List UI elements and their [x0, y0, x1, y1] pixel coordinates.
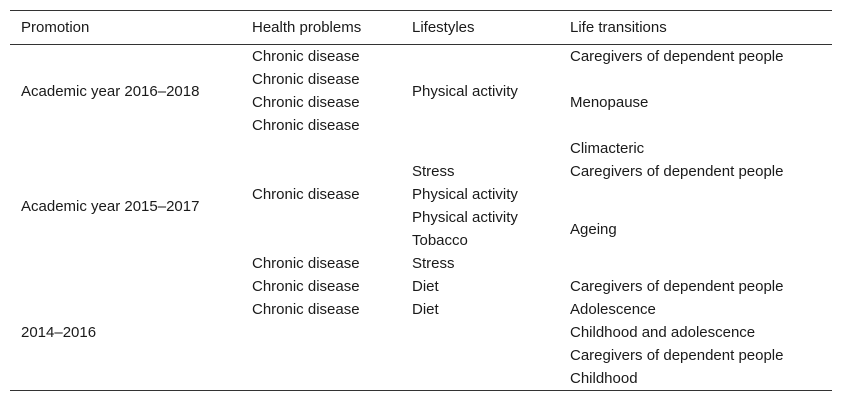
transition-cell: Childhood	[570, 370, 638, 387]
health-cell: Chronic disease	[252, 301, 360, 318]
transition-cell: Caregivers of dependent people	[570, 347, 784, 364]
lifestyle-cell: Physical activity	[412, 209, 518, 226]
lifestyle-cell: Diet	[412, 278, 439, 295]
table-row	[10, 137, 832, 160]
health-cell: Chronic disease	[252, 278, 360, 295]
promotion-cell: Academic year 2015–2017	[21, 197, 200, 215]
lifestyle-cell	[401, 344, 559, 367]
health-cell	[241, 344, 401, 367]
promotions-table	[10, 10, 832, 391]
transition-cell	[559, 183, 832, 206]
lifestyle-cell: Stress	[412, 255, 455, 272]
transition-cell: Caregivers of dependent people	[570, 163, 784, 180]
lifestyle-cell	[401, 137, 559, 160]
lifestyle-cell	[401, 367, 559, 391]
health-cell: Chronic disease	[252, 94, 360, 111]
health-cell: Chronic disease	[252, 186, 360, 203]
health-cell	[241, 321, 401, 344]
lifestyle-cell: Physical activity	[412, 82, 518, 100]
transition-cell: Childhood and adolescence	[570, 324, 756, 341]
promotion-cell: Academic year 2016–2018	[21, 82, 200, 100]
header-lifestyles: Lifestyles	[412, 19, 475, 36]
lifestyle-cell: Diet	[412, 301, 439, 318]
promotion-cell: 2014–2016	[21, 324, 97, 341]
header-promotion: Promotion	[21, 19, 90, 36]
transition-cell: Climacteric	[570, 140, 645, 157]
lifestyle-cell	[401, 321, 559, 344]
transition-cell	[559, 252, 832, 275]
health-cell: Chronic disease	[252, 48, 360, 65]
transition-cell: Caregivers of dependent people	[570, 278, 784, 295]
header-life-transitions: Life transitions	[570, 19, 667, 36]
transition-cell: Caregivers of dependent people	[570, 48, 784, 65]
header-health-problems: Health problems	[252, 19, 362, 36]
health-cell	[241, 367, 401, 391]
table-header-row	[10, 11, 832, 45]
transition-cell: Ageing	[570, 220, 617, 238]
lifestyle-cell: Tobacco	[412, 232, 468, 249]
transition-cell: Menopause	[570, 94, 649, 111]
lifestyle-cell: Stress	[412, 163, 455, 180]
health-cell: Chronic disease	[252, 117, 360, 134]
table-row	[10, 275, 832, 298]
health-cell: Chronic disease	[252, 71, 360, 88]
lifestyle-cell: Physical activity	[412, 186, 518, 203]
promotions-table-container	[10, 10, 832, 391]
table-row	[10, 45, 832, 69]
transition-cell: Adolescence	[570, 301, 656, 318]
health-cell: Chronic disease	[252, 255, 360, 272]
